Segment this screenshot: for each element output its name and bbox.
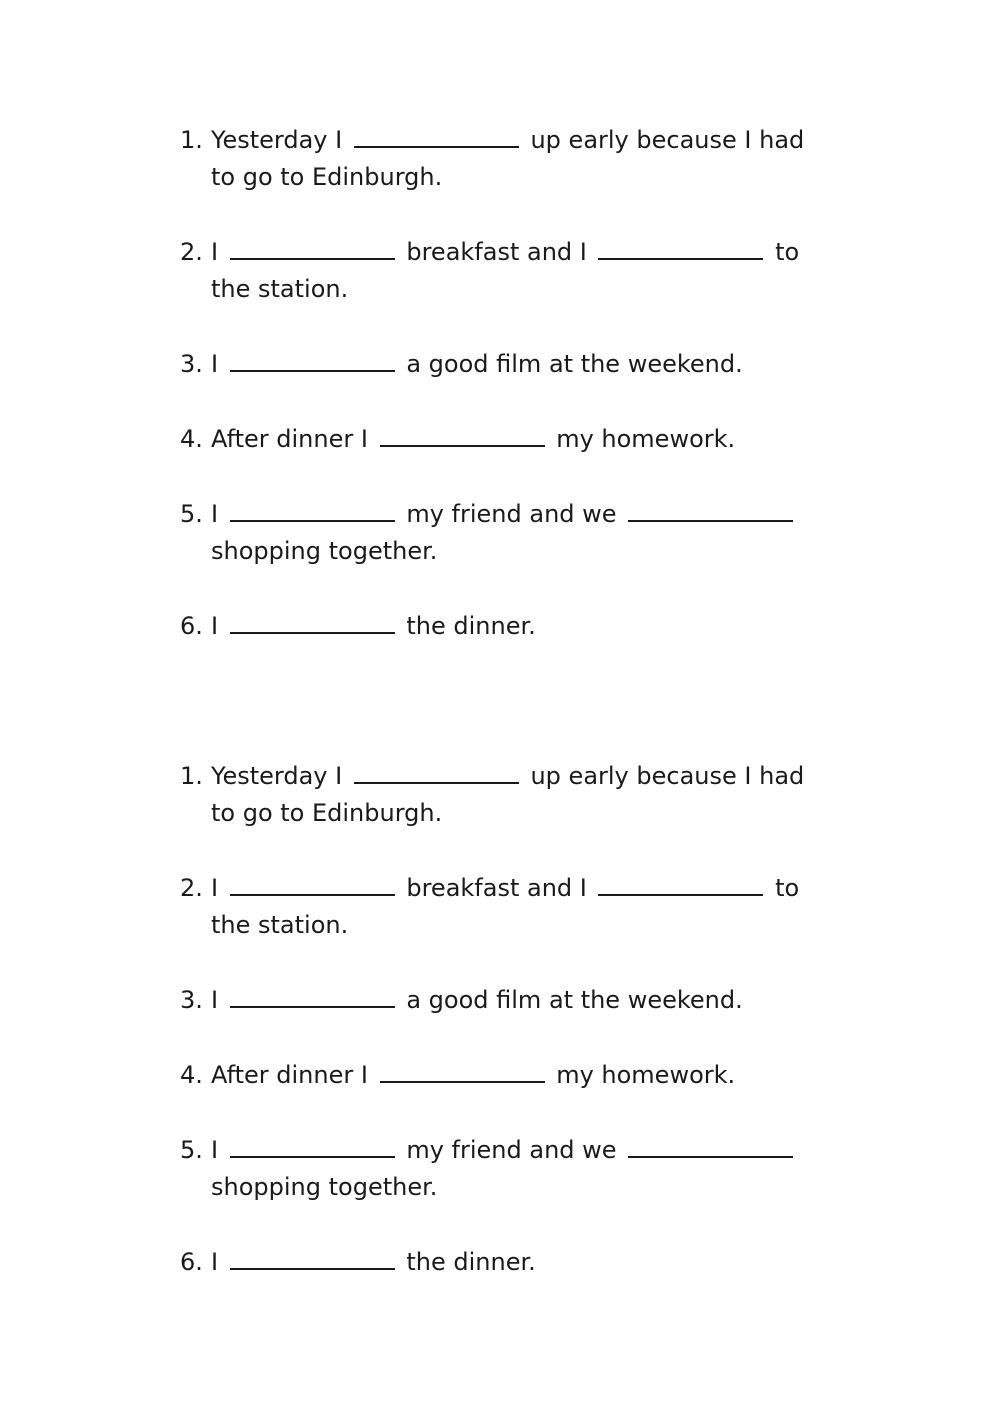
question-text: breakfast and I [398,238,595,266]
question-item [0,496,831,570]
question-line [211,346,831,383]
question-item [0,346,831,383]
question-text: shopping together. [211,537,438,565]
question-text: the station. [211,275,349,303]
question-number: 6. [180,612,203,640]
question-line [211,1244,831,1281]
question-number: 3. [180,986,203,1014]
answer-blank[interactable] [230,1132,395,1158]
question-number: 5. [180,1136,203,1164]
answer-blank[interactable] [628,1132,793,1158]
answer-blank[interactable] [598,234,763,260]
question-text: I [211,238,226,266]
question-line [211,795,831,832]
question-line [211,907,831,944]
question-text: Yesterday I [211,762,350,790]
question-text: a good film at the weekend. [398,986,743,1014]
question-text: to [767,238,800,266]
question-item [0,870,831,944]
question-line [211,758,831,795]
answer-blank[interactable] [354,122,519,148]
question-line [211,608,831,645]
question-line [211,982,831,1019]
answer-blank[interactable] [628,496,793,522]
question-text: I [211,874,226,902]
question-text: up early because I had [522,762,805,790]
question-number: 1. [180,762,203,790]
question-item [0,122,831,196]
question-number: 5. [180,500,203,528]
question-line [211,1169,831,1206]
question-line [211,271,831,308]
answer-blank[interactable] [230,1244,395,1270]
question-item [0,1132,831,1206]
question-item [0,234,831,308]
question-line [211,1057,831,1094]
question-number: 4. [180,425,203,453]
question-item [0,608,831,645]
question-line [211,159,831,196]
question-line [211,533,831,570]
question-text: the dinner. [398,1248,536,1276]
question-text: my friend and we [398,500,625,528]
question-text: I [211,500,226,528]
question-text: to go to Edinburgh. [211,799,443,827]
question-line [211,234,831,271]
question-number: 3. [180,350,203,378]
question-text: my friend and we [398,1136,625,1164]
answer-blank[interactable] [380,421,545,447]
question-text: to [767,874,800,902]
answer-blank[interactable] [230,234,395,260]
question-item [0,982,831,1019]
question-text: I [211,1248,226,1276]
question-number: 2. [180,874,203,902]
question-line [211,421,831,458]
question-text: Yesterday I [211,126,350,154]
question-line [211,870,831,907]
question-text: to go to Edinburgh. [211,163,443,191]
answer-blank[interactable] [230,608,395,634]
question-text: shopping together. [211,1173,438,1201]
question-line [211,496,831,533]
question-text: up early because I had [522,126,805,154]
question-text: I [211,612,226,640]
question-number: 6. [180,1248,203,1276]
question-line [211,1132,831,1169]
question-line [211,122,831,159]
question-number: 4. [180,1061,203,1089]
question-number: 1. [180,126,203,154]
question-number: 2. [180,238,203,266]
question-text: After dinner I [211,1061,376,1089]
question-item [0,1057,831,1094]
question-text: my homework. [548,425,736,453]
worksheet-1 [0,122,1000,683]
question-item [0,758,831,832]
worksheet-2 [0,758,1000,1319]
question-text: the station. [211,911,349,939]
question-text: breakfast and I [398,874,595,902]
answer-blank[interactable] [598,870,763,896]
question-item [0,421,831,458]
question-text: I [211,350,226,378]
answer-blank[interactable] [230,982,395,1008]
question-text: the dinner. [398,612,536,640]
answer-blank[interactable] [230,870,395,896]
question-item [0,1244,831,1281]
question-text: I [211,1136,226,1164]
question-text: my homework. [548,1061,736,1089]
answer-blank[interactable] [230,346,395,372]
answer-blank[interactable] [354,758,519,784]
answer-blank[interactable] [230,496,395,522]
question-text: I [211,986,226,1014]
answer-blank[interactable] [380,1057,545,1083]
question-text: After dinner I [211,425,376,453]
question-text: a good film at the weekend. [398,350,743,378]
